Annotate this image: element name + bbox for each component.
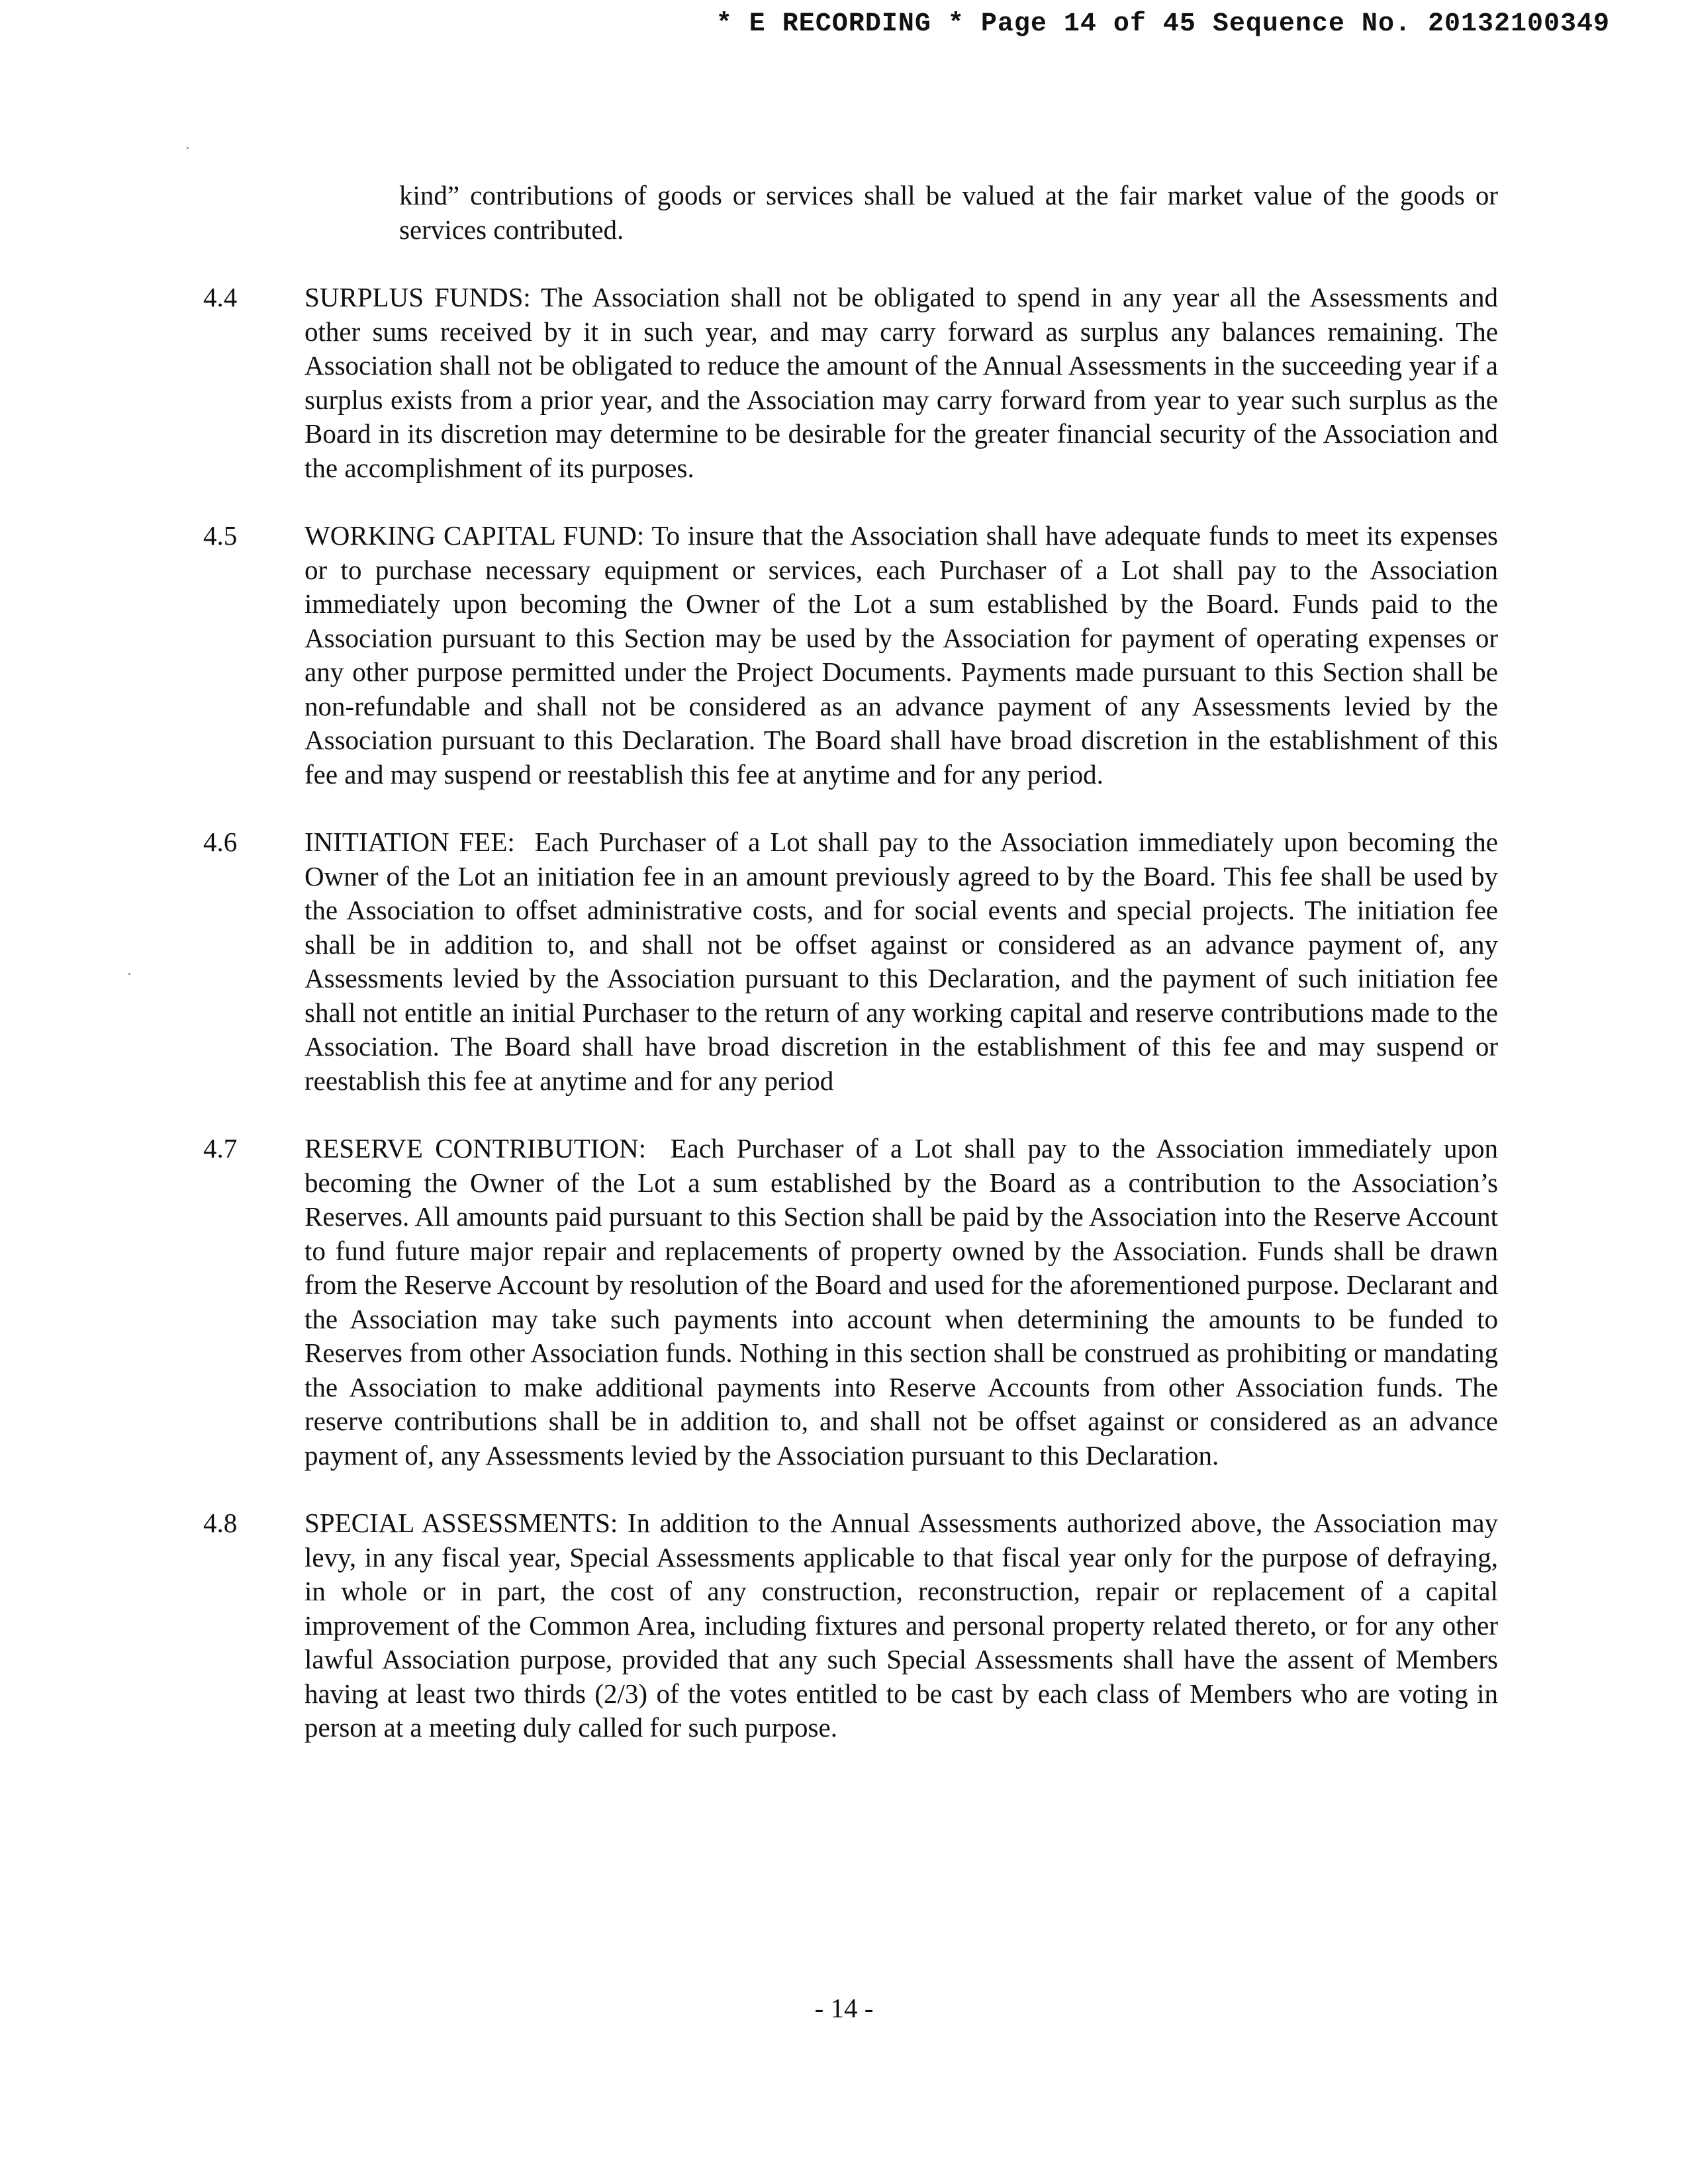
section-heading: INITIATION FEE:: [305, 827, 515, 857]
section-4-8: [0, 1506, 1688, 1745]
recording-stamp: * E RECORDING * Page 14 of 45 Sequence No. 20132100349: [716, 9, 1610, 39]
section-heading: SURPLUS FUNDS:: [305, 282, 531, 312]
scan-speck: [187, 147, 189, 149]
section-number: 4.4: [203, 282, 238, 312]
section-4-7: [0, 1132, 1688, 1473]
section-body: To insure that the Association shall have adequate funds to meet its expenses or to purchase necessary equipment or services, each Purchaser of a Lot shall pay to the Association immediately upon becoming the Owner of the Lot a sum established by the Board. Funds paid to the Association pursuant to this Section may be used by the Association for payment of operating expenses or any other purpose permitted under the Project Documents. Payments made pursuant to this Section shall be non-refundable and shall not be considered as an advance payment of any Assessments levied by the Association pursuant to this Declaration. The Board shall have broad discretion in the establishment of this fee and may suspend or reestablish this fee at anytime and for any period.: [305, 520, 1498, 790]
continuation-paragraph: kind” contributions of goods or services shall be valued at the fair market value of the goods or services contributed.: [399, 180, 1498, 245]
section-4-4: [0, 281, 1688, 485]
section-text: [305, 281, 1498, 485]
section-body: Each Purchaser of a Lot shall pay to the Association immediately upon becoming the Owner of the Lot a sum established by the Board as a contribution to the Association’s Reserves. All amounts paid pursuant to this Section shall be paid by the Association into the Reserve Account to fund future major repair and replacements of property owned by the Association. Funds shall be drawn from the Reserve Account by resolution of the Board and used for the aforementioned purpose. Declarant and the Association may take such payments into account when determining the amounts to be funded to Reserves from other Association funds. Nothing in this section shall be construed as prohibiting or mandating the Association to make additional payments into Reserve Accounts from other Association funds. The reserve contributions shall be in addition to, and shall not be offset against or considered as an advance payment of, any Assessments levied by the Association pursuant to this Declaration.: [305, 1133, 1499, 1471]
section-text: [305, 519, 1498, 792]
section-text: [305, 825, 1498, 1098]
section-heading: SPECIAL ASSESSMENTS:: [305, 1508, 618, 1538]
section-body: In addition to the Annual Assessments authorized above, the Association may levy, in any fiscal year, Special Assessments applicable to that fiscal year only for the purpose of defraying, in whole or in part, the cost of any construction, reconstruction, repair or replacement of a capital improvement of the Common Area, including fixtures and personal property related thereto, or for any other lawful Association purpose, provided that any such Special Assessments shall have the assent of Members having at least two thirds (2/3) of the votes entitled to be cast by each class of Members who are voting in person at a meeting duly called for such purpose.: [305, 1508, 1499, 1743]
page-number: - 14 -: [814, 1993, 874, 2023]
section-text: [305, 1132, 1498, 1473]
section-number: 4.6: [203, 827, 238, 857]
section-4-6: [0, 825, 1688, 1098]
section-number: 4.5: [203, 520, 238, 551]
document-body: [0, 179, 1688, 1745]
section-number: 4.7: [203, 1133, 238, 1163]
section-heading: WORKING CAPITAL FUND:: [305, 520, 645, 551]
section-number: 4.8: [203, 1508, 238, 1538]
section-body: The Association shall not be obligated to spend in any year all the Assessments and other sums received by it in such year, and may carry forward as surplus any balances remaining. The Association shall not be obligated to reduce the amount of the Annual Assessments in the succeeding year if a surplus exists from a prior year, and the Association may carry forward from year to year such surplus as the Board in its discretion may determine to be desirable for the greater financial security of the Association and the accomplishment of its purposes.: [305, 282, 1498, 483]
section-text: [305, 1506, 1498, 1745]
section-4-5: [0, 519, 1688, 792]
section-heading: RESERVE CONTRIBUTION:: [305, 1133, 647, 1163]
section-body: Each Purchaser of a Lot shall pay to the Association immediately upon becoming the Owner of the Lot an initiation fee in an amount previously agreed to by the Board. This fee shall be used by the Association to offset administrative costs, and for social events and special projects. The initiation fee shall be in addition to, and shall not be offset against or considered as an advance payment of, any Assessments levied by the Association pursuant to this Declaration, and the payment of such initiation fee shall not entitle an initial Purchaser to the return of any working capital and reserve contributions made to the Association. The Board shall have broad discretion in the establishment of this fee and may suspend or reestablish this fee at anytime and for any period: [305, 827, 1499, 1096]
